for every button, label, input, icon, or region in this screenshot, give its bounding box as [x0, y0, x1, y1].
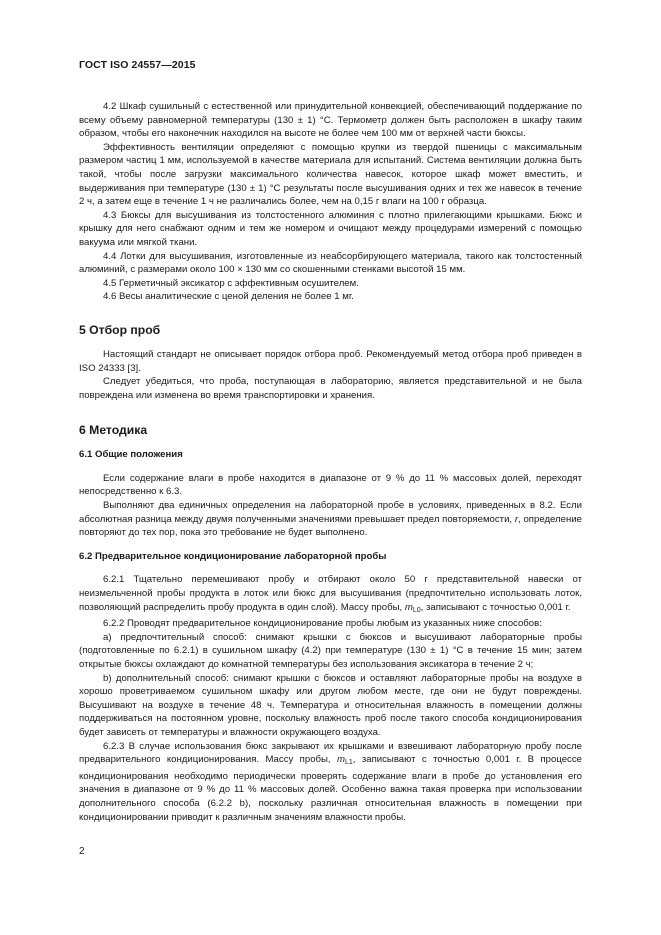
document-header: ГОСТ ISO 24557—2015 — [79, 59, 196, 71]
section-5-paragraph-2: Следует убедиться, что проба, поступающая в лабораторию, является представительной и не была повреждена или изменена во время транспортировки и хранения. — [79, 376, 582, 401]
text-run: , записывают с точностью 0,001 г. — [420, 601, 571, 613]
paragraph-6-2-2-b: b) дополнительный способ: снимают крышки с бюксов и оставляют лабораторные пробы на воздухе в хорошо проветриваемом сушильном шкафу или другом любом месте, где они не будут повреждены. Высушивают на воздухе в течение 48 ч. Температура и относительная влажность в помещении должны поддерживаться на постоянном уровне, поскольку влажность проб после такого способа кондиционирования будет зависеть от температуры и влажности окружающего воздуха. — [79, 672, 582, 738]
repeatability-symbol: r — [514, 513, 519, 525]
section-5-title: 5 Отбор проб — [79, 322, 161, 337]
subsection-6-1-paragraph-2 — [79, 499, 582, 540]
paragraph-4-4: 4.4 Лотки для высушивания, изготовленные из неабсорбирующего материала, такого как толстостенный алюминий, с размерами около 100 × 130 мм со скошенными стенками высотой 15 мм. — [79, 250, 582, 276]
paragraph-4-3: 4.3 Бюксы для высушивания из толстостенного алюминия с плотно прилегающими крышками. Бюкс и крышку для него снабжают одним и тем же номером и очищают между процедурами измерений с помощью вакуума или мягкой ткани. — [79, 209, 582, 248]
subsection-6-2-title: 6.2 Предварительное кондиционирование лабораторной пробы — [79, 550, 387, 562]
paragraph-4-2: 4.2 Шкаф сушильный с естественной или принудительной конвекцией, обеспечивающий поддержание по всему объему равномерной температуры (130 ± 1) °С. Термометр должен быть расположен в шкафу таким образом, чтобы его наконечник находился на высоте не более чем 100 мм от верхней части бюксы. — [79, 101, 582, 140]
paragraph-ventilation: Эффективность вентиляции определяют с помощью крупки из твердой пшеницы с максимальным размером частиц 1 мм, используемой в качестве материала для испытаний. Система вентиляции должна быть такой, чтобы после загрузки максимального количества навесок, которое шкаф может вместить, и выдерживания при температуре (130 ± 1) °С результаты после высушивания одних и тех же навесок в течение 2 ч, а затем еще в течение 1 ч не различались более, чем на 0,15 г влаги на 100 г образца. — [79, 141, 582, 208]
mass-symbol: m — [336, 754, 345, 766]
text-run: 6.2.1 Тщательно перемешивают пробу и отбирают около 50 г представительной навески от неизмельченной пробы продукта в лоток или бюкс для высушивания (предпочтительно использовать лоток, позволяющий распределить пробу продукта в один слой). Массу пробы, — [79, 574, 582, 613]
paragraph-4-5: 4.5 Герметичный эксикатор с эффективным осушителем. — [103, 277, 359, 289]
mass-subscript: L0 — [412, 606, 421, 614]
text-run: , записывают с точностью 0,001 г. В процессе кондиционирования необходимо периодически проверять содержание влаги в пробе до установления его значения в диапазоне от 9 % до 11 % массовых долей. Особенно важна такая проверка при использовании дополнительного способа (6.2.2 b), поскольку различная относительная влажность в помещении при кондиционировании приводит к различным значениям влажности пробы. — [79, 754, 582, 823]
text-run: 6.2.3 В случае использования бюкс закрывают их крышками и взвешивают лабораторную пробу после предварительного кондиционирования. Массу пробы, — [79, 740, 582, 766]
section-6-title: 6 Методика — [79, 423, 148, 438]
section-5-paragraph-1: Настоящий стандарт не описывает порядок отбора проб. Рекомендуемый метод отбора проб приведен в ISO 24333 [3]. — [79, 348, 582, 374]
mass-subscript: L1 — [344, 759, 353, 767]
subsection-6-1-title: 6.1 Общие положения — [79, 449, 183, 461]
paragraph-6-2-2-a: a) предпочтительный способ: снимают крышки с бюксов и высушивают лабораторные пробы (подготовленные по 6.2.1) в сушильном шкафу (4.2) при температуре (130 ± 1) °С в течение 15 мин; затем открытые бюксы охлаждают до комнатной температуры без использования эксикатора в течение 2 ч; — [79, 631, 582, 670]
document-body — [79, 100, 582, 824]
paragraph-4-6: 4.6 Весы аналитические с ценой деления не более 1 мг. — [103, 291, 354, 303]
paragraph-6-2-1 — [79, 573, 582, 617]
text-run: , определение повторяют до тех пор, пока это требование не будет выполнено. — [79, 513, 582, 539]
paragraph-6-2-3 — [79, 740, 582, 825]
page-number: 2 — [79, 846, 85, 857]
paragraph-6-2-2: 6.2.2 Проводят предварительное кондиционирование пробы любым из указанных ниже способов: — [103, 618, 542, 630]
text-run: Выполняют два единичных определения на лабораторной пробе в условиях, приведенных в 8.2. Если абсолютная разница между двумя полученными значениями превышает предел повторяемости, — [79, 500, 582, 525]
mass-symbol: m — [404, 601, 413, 613]
subsection-6-1-paragraph-1: Если содержание влаги в пробе находится в диапазоне от 9 % до 11 % массовых долей, переходят непосредственно к 6.3. — [79, 472, 582, 498]
